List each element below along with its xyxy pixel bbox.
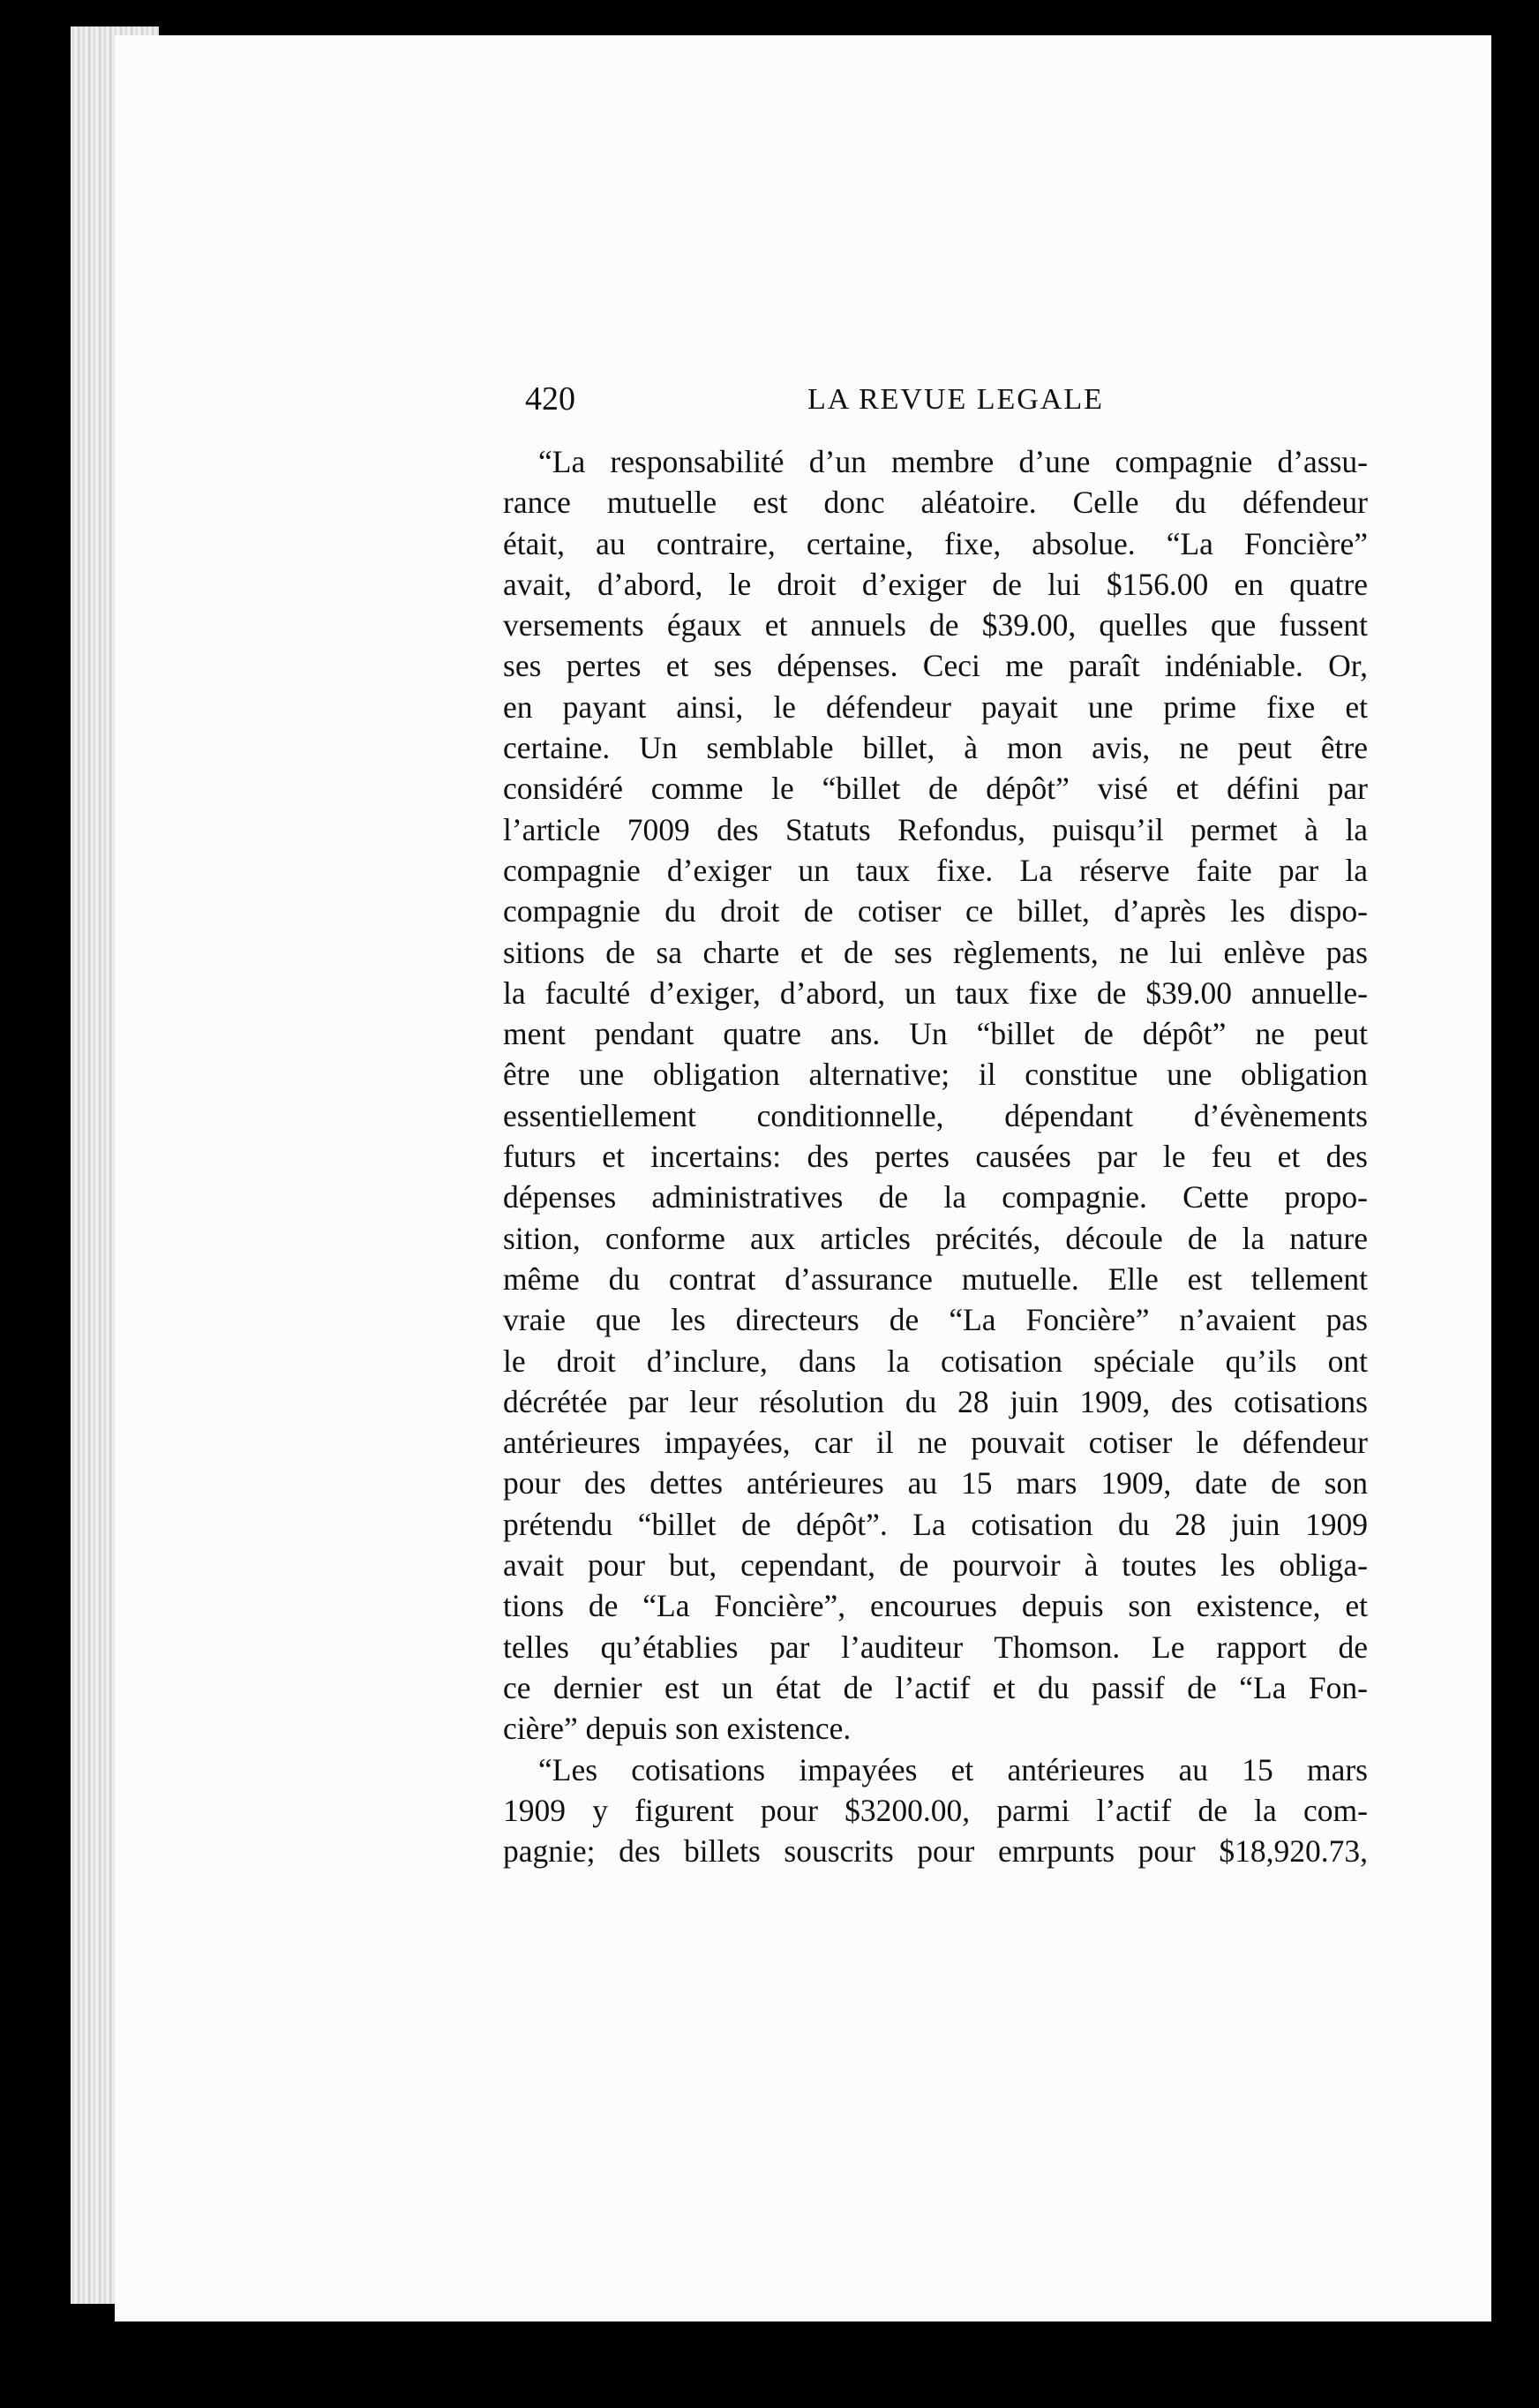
text-line: ses pertes et ses dépenses. Ceci me paraît indéniable. Or, bbox=[503, 648, 1368, 684]
text-line: telles qu’établies par l’auditeur Thomson. Le rapport de bbox=[503, 1629, 1368, 1665]
text-line: pour des dettes antérieures au 15 mars 1909, date de son bbox=[503, 1465, 1368, 1501]
text-line: futurs et incertains: des pertes causées par le feu et des bbox=[503, 1139, 1368, 1175]
text-line: décrétée par leur résolution du 28 juin 1909, des cotisations bbox=[503, 1383, 1368, 1419]
text-line: l’article 7009 des Statuts Refondus, puisqu’il permet à la bbox=[503, 811, 1368, 847]
text-line: versements égaux et annuels de $39.00, quelles que fussent bbox=[503, 607, 1368, 643]
text-line: prétendu “billet de dépôt”. La cotisation du 28 juin 1909 bbox=[503, 1506, 1368, 1542]
text-line: avait pour but, cependant, de pourvoir à toutes les obliga- bbox=[503, 1547, 1368, 1584]
text-line: était, au contraire, certaine, fixe, absolue. “La Foncière” bbox=[503, 525, 1368, 561]
text-line: “Les cotisations impayées et antérieures au 15 mars bbox=[538, 1751, 1368, 1787]
text-line: sitions de sa charte et de ses règlements, ne lui enlève pas bbox=[503, 934, 1368, 970]
text-line: la faculté d’exiger, d’abord, un taux fixe de $39.00 annuelle- bbox=[503, 974, 1368, 1011]
page-number: 420 bbox=[525, 380, 575, 418]
text-line: rance mutuelle est donc aléatoire. Celle du défendeur bbox=[503, 485, 1368, 521]
text-line: antérieures impayées, car il ne pouvait cotiser le défendeur bbox=[503, 1425, 1368, 1461]
text-line: même du contrat d’assurance mutuelle. Elle est tellement bbox=[503, 1260, 1368, 1297]
text-line: dépenses administratives de la compagnie. Cette propo- bbox=[503, 1179, 1368, 1215]
text-line: ce dernier est un état de l’actif et du passif de “La Fon- bbox=[503, 1669, 1368, 1705]
text-line: en payant ainsi, le défendeur payait une prime fixe et bbox=[503, 689, 1368, 725]
text-line: être une obligation alternative; il constitue une obligation bbox=[503, 1057, 1368, 1093]
paragraph-1 bbox=[503, 441, 1368, 1750]
running-head: LA REVUE LEGALE bbox=[807, 383, 1104, 416]
page-header bbox=[525, 380, 1372, 424]
text-line: avait, d’abord, le droit d’exiger de lui $156.00 en quatre bbox=[503, 566, 1368, 602]
text-line: certaine. Un semblable billet, à mon avis, ne peut être bbox=[503, 730, 1368, 766]
text-line: tions de “La Foncière”, encourues depuis son existence, et bbox=[503, 1588, 1368, 1624]
text-line: “La responsabilité d’un membre d’une compagnie d’assu- bbox=[538, 444, 1368, 479]
text-line: sition, conforme aux articles précités, découle de la nature bbox=[503, 1220, 1368, 1256]
text-line: pagnie; des billets souscrits pour emrpunts pour $18,920.73, bbox=[503, 1833, 1368, 1870]
text-line: le droit d’inclure, dans la cotisation spéciale qu’ils ont bbox=[503, 1343, 1368, 1379]
text-line: vraie que les directeurs de “La Foncière” n’avaient pas bbox=[503, 1302, 1368, 1338]
text-line: ment pendant quatre ans. Un “billet de dépôt” ne peut bbox=[503, 1016, 1368, 1052]
text-line: cière” depuis son existence. bbox=[503, 1711, 852, 1747]
text-line: essentiellement conditionnelle, dépendant d’évènements bbox=[503, 1097, 1368, 1133]
text-line: compagnie d’exiger un taux fixe. La réserve faite par la bbox=[503, 852, 1368, 888]
paragraph-2 bbox=[503, 1750, 1368, 1872]
body-text bbox=[503, 441, 1368, 1871]
text-line: considéré comme le “billet de dépôt” visé et défini par bbox=[503, 771, 1368, 807]
text-line: compagnie du droit de cotiser ce billet, d’après les dispo- bbox=[503, 893, 1368, 929]
text-line: 1909 y figurent pour $3200.00, parmi l’actif de la com- bbox=[503, 1792, 1368, 1828]
